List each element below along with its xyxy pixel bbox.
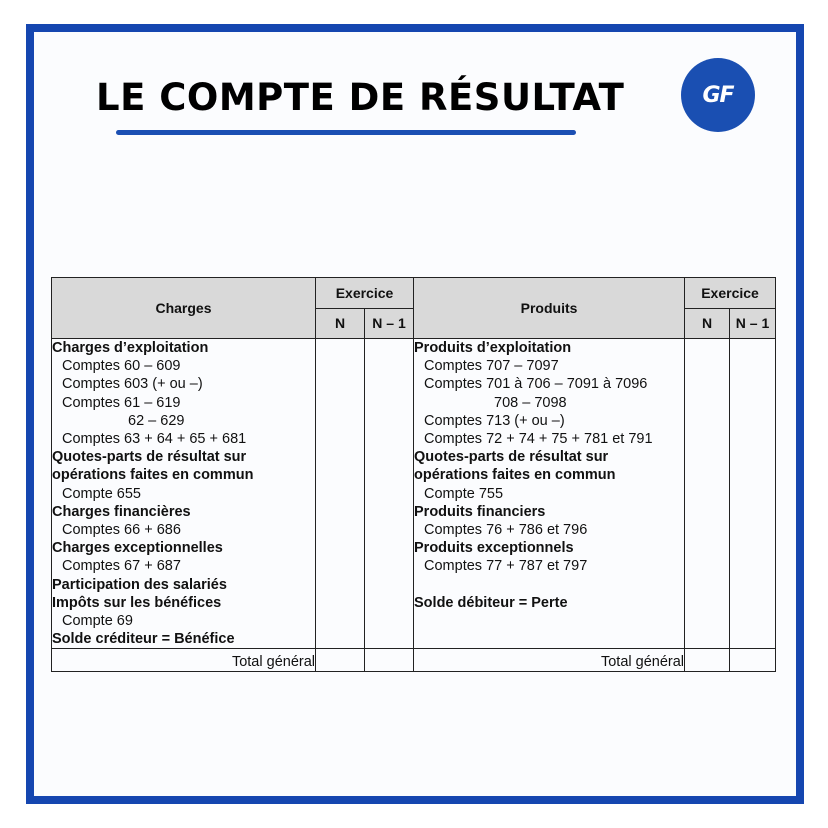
produits-line: Quotes-parts de résultat sur [414, 449, 609, 466]
produits-n1-cell [730, 339, 776, 649]
charges-line: Impôts sur les bénéfices [52, 594, 222, 611]
charges-line: Comptes 60 – 609 [62, 358, 181, 375]
charges-line: Comptes 67 + 687 [62, 558, 181, 575]
charges-line: Compte 69 [62, 613, 133, 630]
charges-total-n1 [365, 649, 414, 672]
produits-line: Comptes 713 (+ ou –) [424, 412, 565, 429]
produits-line: Comptes 77 + 787 et 797 [424, 558, 588, 575]
produits-line: 708 – 7098 [494, 394, 567, 411]
charges-header: Charges [52, 278, 316, 339]
gf-logo: GF [681, 58, 755, 132]
produits-total-label: Total général [414, 649, 685, 672]
charges-line: Charges d’exploitation [52, 340, 209, 356]
charges-line: Participation des salariés [52, 576, 227, 593]
charges-line: 62 – 629 [128, 412, 185, 429]
produits-exercice-header: Exercice [685, 278, 776, 309]
charges-line: Charges exceptionnelles [52, 540, 223, 557]
produits-line: Produits d’exploitation [414, 340, 572, 356]
charges-line: Solde créditeur = Bénéfice [52, 631, 235, 648]
produits-col-n1: N – 1 [730, 308, 776, 339]
produits-header: Produits [414, 278, 685, 339]
charges-n-cell [316, 339, 365, 649]
produits-n-cell [685, 339, 730, 649]
charges-total-label: Total général [52, 649, 316, 672]
produits-spacer [414, 576, 684, 594]
income-statement-table [51, 277, 776, 672]
produits-line: opérations faites en commun [414, 467, 616, 484]
produits-line: Comptes 76 + 786 et 796 [424, 522, 588, 539]
charges-list [52, 339, 316, 649]
produits-line: Comptes 72 + 74 + 75 + 781 et 791 [424, 431, 653, 448]
produits-col-n: N [685, 308, 730, 339]
charges-col-n: N [316, 308, 365, 339]
produits-total-n [685, 649, 730, 672]
charges-line: Comptes 63 + 64 + 65 + 681 [62, 431, 247, 448]
produits-total-n1 [730, 649, 776, 672]
produits-line: Produits exceptionnels [414, 540, 574, 557]
produits-line: Comptes 707 – 7097 [424, 358, 559, 375]
produits-line: Comptes 701 à 706 – 7091 à 7096 [424, 376, 648, 393]
charges-line: Charges financières [52, 503, 191, 520]
charges-line: opérations faites en commun [52, 467, 254, 484]
charges-line: Comptes 66 + 686 [62, 522, 181, 539]
page-title: LE COMPTE DE RÉSULTAT [96, 76, 625, 119]
charges-line: Comptes 61 – 619 [62, 394, 181, 411]
charges-line: Comptes 603 (+ ou –) [62, 376, 203, 393]
title-underline [116, 130, 576, 135]
charges-col-n1: N – 1 [365, 308, 414, 339]
charges-line: Quotes-parts de résultat sur [52, 449, 247, 466]
charges-exercice-header: Exercice [316, 278, 414, 309]
charges-total-n [316, 649, 365, 672]
produits-line: Produits financiers [414, 503, 546, 520]
produits-line: Compte 755 [424, 485, 504, 502]
charges-n1-cell [365, 339, 414, 649]
charges-line: Compte 655 [62, 485, 141, 502]
produits-line: Solde débiteur = Perte [414, 594, 568, 611]
produits-list [414, 339, 685, 649]
